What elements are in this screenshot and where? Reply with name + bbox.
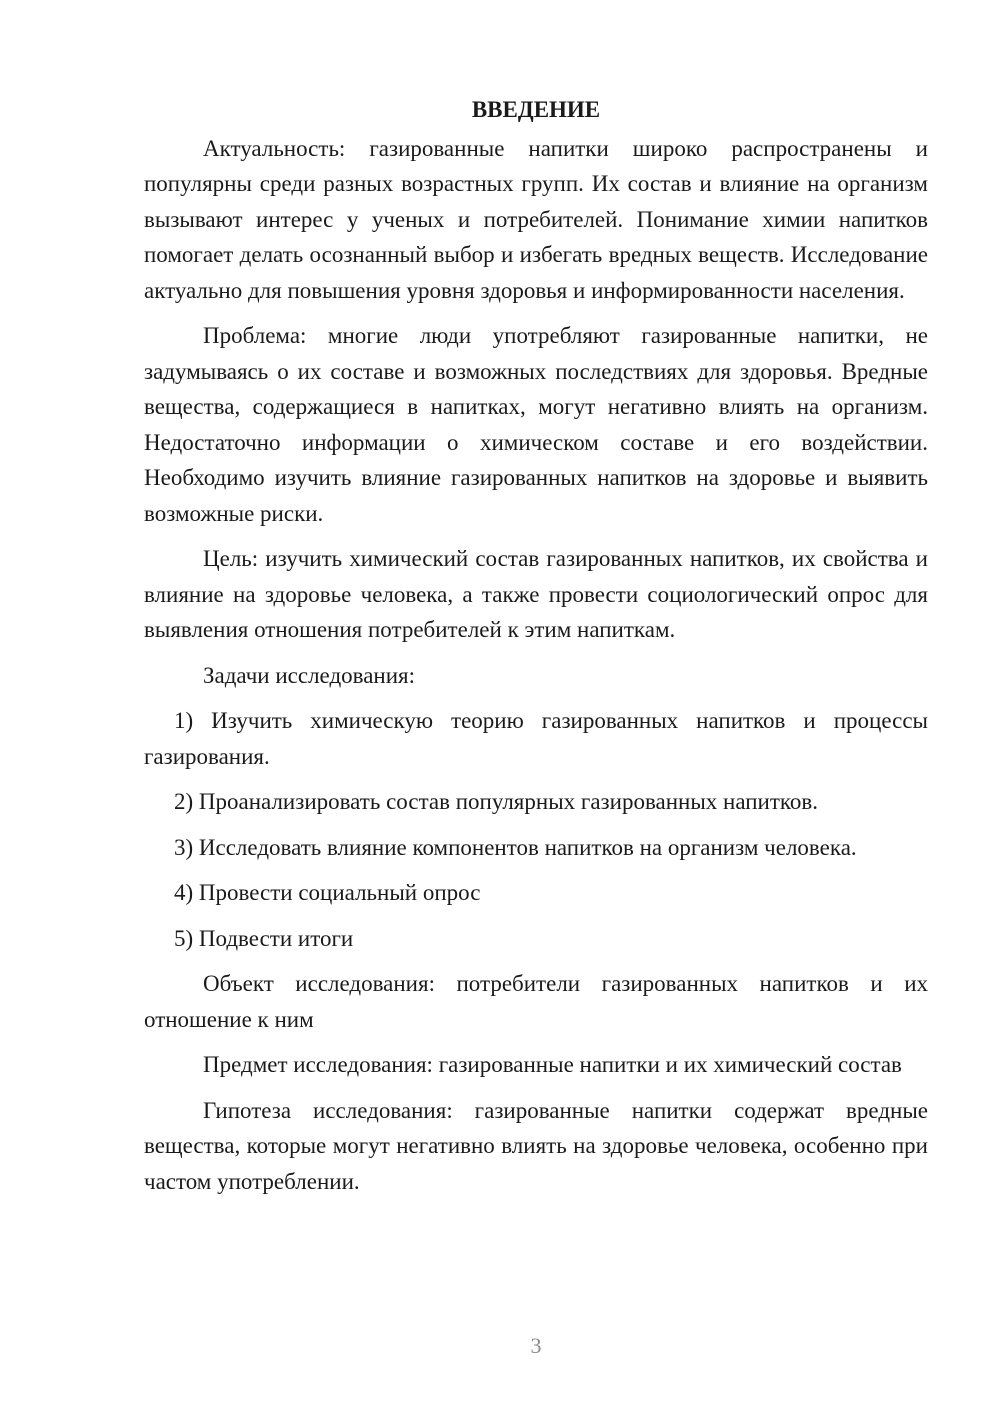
relevance-paragraph: Актуальность: газированные напитки широко распространены и популярны среди разных возрастных групп. Их состав и влияние на организм вызывают интерес у ученых и потребителей. Понимание химии напитков помогает делать осознанный выбор и избегать вредных веществ. Исследование актуально для повышения уровня здоровья и информированности населения.	[144, 135, 928, 303]
hypothesis-paragraph: Гипотеза исследования: газированные напитки содержат вредные вещества, которые могут негативно влиять на здоровье человека, особенно при частом употреблении.	[144, 1097, 928, 1194]
subject-paragraph: Предмет исследования: газированные напитки и их химический состав	[203, 1052, 902, 1077]
task-item-2: 2) Проанализировать состав популярных газированных напитков.	[174, 789, 819, 814]
page-number: 3	[530, 1333, 542, 1358]
task-item-5: 5) Подвести итоги	[174, 925, 354, 951]
task-item-4: 4) Провести социальный опрос	[174, 880, 481, 905]
object-paragraph: Объект исследования: потребители газированных напитков и их отношение к ним	[144, 971, 928, 1032]
goal-paragraph: Цель: изучить химический состав газированных напитков, их свойства и влияние на здоровье человека, а также провести социологический опрос для выявления отношения потребителей к этим напиткам.	[144, 546, 928, 642]
section-title: ВВЕДЕНИЕ	[471, 97, 601, 122]
document-page	[144, 92, 928, 1209]
problem-paragraph: Проблема: многие люди употребляют газированные напитки, не задумываясь о их составе и возможных последствиях для здоровья. Вредные вещества, содержащиеся в напитках, могут негативно влиять на организм. Недостаточно информации о химическом составе и его воздействии. Необходимо изучить влияние газированных напитков на здоровье и выявить возможные риски.	[144, 323, 928, 526]
task-item-3: 3) Исследовать влияние компонентов напитков на организм человека.	[174, 834, 857, 860]
task-item-1: 1) Изучить химическую теорию газированных напитков и процессы газирования.	[144, 708, 928, 769]
tasks-heading: Задачи исследования:	[203, 662, 416, 688]
